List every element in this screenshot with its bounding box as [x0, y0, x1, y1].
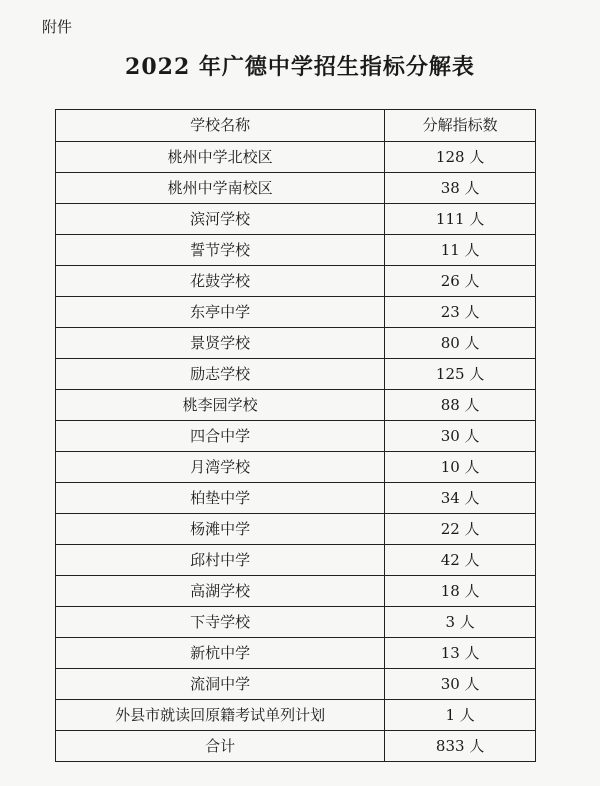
quota-cell: 30 人 [385, 421, 536, 452]
school-name-cell: 高湖学校 [56, 576, 385, 607]
table-row [56, 452, 536, 483]
table-row [56, 390, 536, 421]
total-row [56, 731, 536, 762]
table-row [56, 545, 536, 576]
school-name-cell: 桃州中学南校区 [56, 173, 385, 204]
school-name-cell: 流洞中学 [56, 669, 385, 700]
table-row [56, 638, 536, 669]
attachment-label: 附件 [42, 18, 73, 36]
quota-cell: 11 人 [385, 235, 536, 266]
school-name-cell: 励志学校 [56, 359, 385, 390]
school-name-cell: 桃李园学校 [56, 390, 385, 421]
school-name-cell: 誓节学校 [56, 235, 385, 266]
quota-cell: 13 人 [385, 638, 536, 669]
table-row [56, 576, 536, 607]
school-name-cell: 滨河学校 [56, 204, 385, 235]
quota-cell: 42 人 [385, 545, 536, 576]
quota-cell: 3 人 [385, 607, 536, 638]
school-name-cell: 杨滩中学 [56, 514, 385, 545]
page-title: 2022 年广德中学招生指标分解表 [125, 54, 475, 80]
school-name-cell: 邱村中学 [56, 545, 385, 576]
school-name-cell: 东亭中学 [56, 297, 385, 328]
school-name-cell: 新杭中学 [56, 638, 385, 669]
column-header-school: 学校名称 [56, 110, 385, 142]
total-label: 合计 [56, 731, 385, 762]
school-name-cell: 四合中学 [56, 421, 385, 452]
table-row [56, 483, 536, 514]
table-row [56, 297, 536, 328]
quota-cell: 22 人 [385, 514, 536, 545]
quota-cell: 1 人 [385, 700, 536, 731]
quota-cell: 88 人 [385, 390, 536, 421]
school-name-cell: 花鼓学校 [56, 266, 385, 297]
quota-cell: 23 人 [385, 297, 536, 328]
school-name-cell: 桃州中学北校区 [56, 142, 385, 173]
table-row [56, 173, 536, 204]
quota-cell: 18 人 [385, 576, 536, 607]
table-row [56, 204, 536, 235]
school-name-cell: 外县市就读回原籍考试单列计划 [56, 700, 385, 731]
table-row [56, 328, 536, 359]
table-header-row [56, 110, 536, 142]
school-name-cell: 景贤学校 [56, 328, 385, 359]
school-name-cell: 下寺学校 [56, 607, 385, 638]
table-row [56, 514, 536, 545]
table-row [56, 607, 536, 638]
column-header-quota: 分解指标数 [385, 110, 536, 142]
table-row [56, 266, 536, 297]
total-quota: 833 人 [385, 731, 536, 762]
quota-cell: 111 人 [385, 204, 536, 235]
table-row [56, 421, 536, 452]
school-name-cell: 月湾学校 [56, 452, 385, 483]
table-row [56, 669, 536, 700]
table-row [56, 359, 536, 390]
quota-cell: 80 人 [385, 328, 536, 359]
quota-table [55, 109, 536, 762]
table-row [56, 142, 536, 173]
quota-cell: 30 人 [385, 669, 536, 700]
quota-cell: 26 人 [385, 266, 536, 297]
quota-cell: 128 人 [385, 142, 536, 173]
school-name-cell: 柏垫中学 [56, 483, 385, 514]
quota-cell: 10 人 [385, 452, 536, 483]
quota-cell: 125 人 [385, 359, 536, 390]
quota-cell: 38 人 [385, 173, 536, 204]
table-row [56, 235, 536, 266]
quota-cell: 34 人 [385, 483, 536, 514]
table-row [56, 700, 536, 731]
